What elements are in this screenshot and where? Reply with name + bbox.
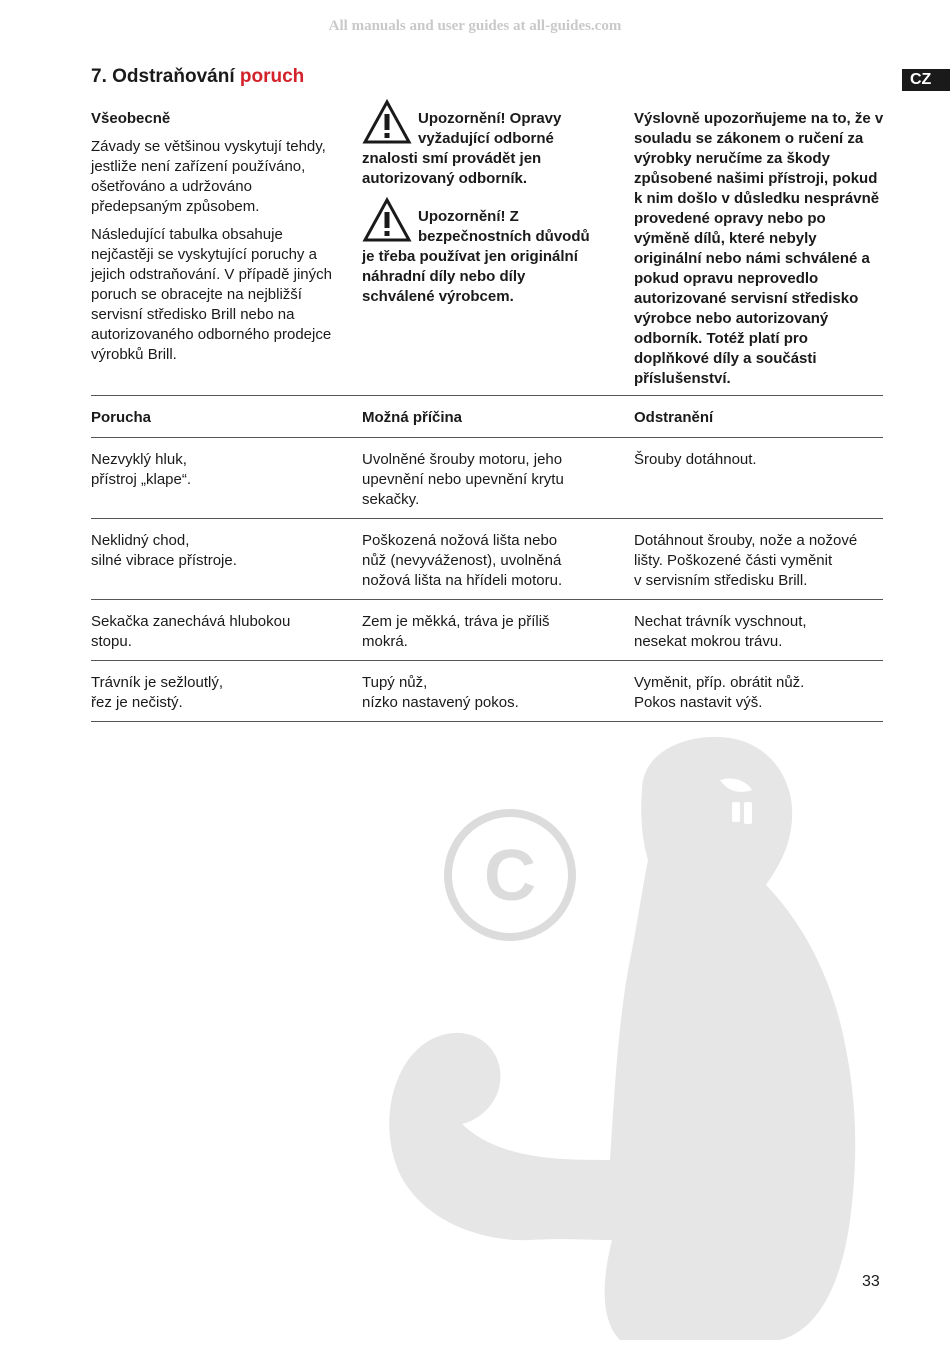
fault-cell: Trávník je sežloutlý, řez je nečistý. <box>91 674 223 711</box>
section-title-accent: poruch <box>239 66 305 87</box>
cause-cell: Zem je měkká, tráva je příliš mokrá. <box>362 613 550 650</box>
warning-block-1 <box>362 109 597 189</box>
section-title <box>91 66 304 88</box>
svg-text:C: C <box>484 836 536 916</box>
beaver-watermark-icon <box>380 720 880 1340</box>
general-column <box>91 109 336 373</box>
fault-cell: Neklidný chod, silné vibrace přístroje. <box>91 532 237 569</box>
remedy-cell: Vyměnit, příp. obrátit nůž. Pokos nastavit výš. <box>634 674 805 711</box>
liability-disclaimer: Výslovně upozorňujeme na to, že v souladu se zákonem o ručení za výrobky neručíme za škody způsobené našimi přístroji, pokud k nim došlo v důsledku nesprávně provedené opravy nebo po výměně dílů, které nebyly originální nebo námi schválené a pokud opravu neprovedlo autorizované servisní středisko výrobce nebo autorizovaný odborník. Totéž platí pro doplňkové díly a součásti příslušenství. <box>634 110 884 387</box>
remedy-cell: Dotáhnout šrouby, nože a nožové lišty. Poškozené části vyměnit v servisním středisku Brill. <box>634 532 858 589</box>
warning-triangle-icon <box>362 197 412 243</box>
site-watermark: All manuals and user guides at all-guides.com <box>328 18 622 34</box>
header-remedy: Odstranění <box>634 409 714 426</box>
warning-text-2: Upozornění! Z bezpečnostních důvodů je třeba používat jen originální náhradní díly nebo díly schválené výrobcem. <box>362 208 590 305</box>
fault-cell: Sekačka zanechává hlubokou stopu. <box>91 613 291 650</box>
language-tab: CZ <box>902 69 950 91</box>
header-cause: Možná příčina <box>362 409 463 426</box>
fault-cell: Nezvyklý hluk, přístroj „klape“. <box>91 451 192 488</box>
remedy-cell: Šrouby dotáhnout. <box>634 451 757 468</box>
cause-cell: Tupý nůž, nízko nastavený pokos. <box>362 674 519 711</box>
warning-triangle-icon <box>362 99 412 145</box>
table-row <box>91 518 883 599</box>
general-paragraph-2: Následující tabulka obsahuje nejčastěji se vyskytující poruchy a jejich odstraňování. V případě jiných poruch se obracejte na nejbližší servisní středisko Brill nebo na autorizovaného odborného prodejce výrobků Brill. <box>91 226 332 363</box>
warning-text-1: Upozornění! Opravy vyžadující odborné znalosti smí provádět jen autorizovaný odborník. <box>362 110 562 187</box>
warnings-column <box>362 109 597 325</box>
general-paragraph-1: Závady se většinou vyskytují tehdy, jestliže není zařízení používáno, ošetřováno a udržováno předepsaným způsobem. <box>91 138 326 215</box>
warning-block-2 <box>362 207 597 307</box>
table-header-row <box>91 395 883 437</box>
remedy-cell: Nechat trávník vyschnout, nesekat mokrou trávu. <box>634 613 807 650</box>
section-title-main: 7. Odstraňování <box>91 66 235 87</box>
disclaimer-column <box>634 109 884 397</box>
general-heading: Všeobecně <box>91 110 171 127</box>
table-row <box>91 437 883 518</box>
header-fault: Porucha <box>91 409 152 426</box>
troubleshooting-table <box>91 395 883 722</box>
cause-cell: Poškozená nožová lišta nebo nůž (nevyváženost), uvolněná nožová lišta na hřídeli motoru. <box>362 532 563 589</box>
table-row <box>91 660 883 722</box>
cause-cell: Uvolněné šrouby motoru, jeho upevnění nebo upevnění krytu sekačky. <box>362 451 564 508</box>
table-row <box>91 599 883 660</box>
page-number: 33 <box>862 1273 880 1290</box>
